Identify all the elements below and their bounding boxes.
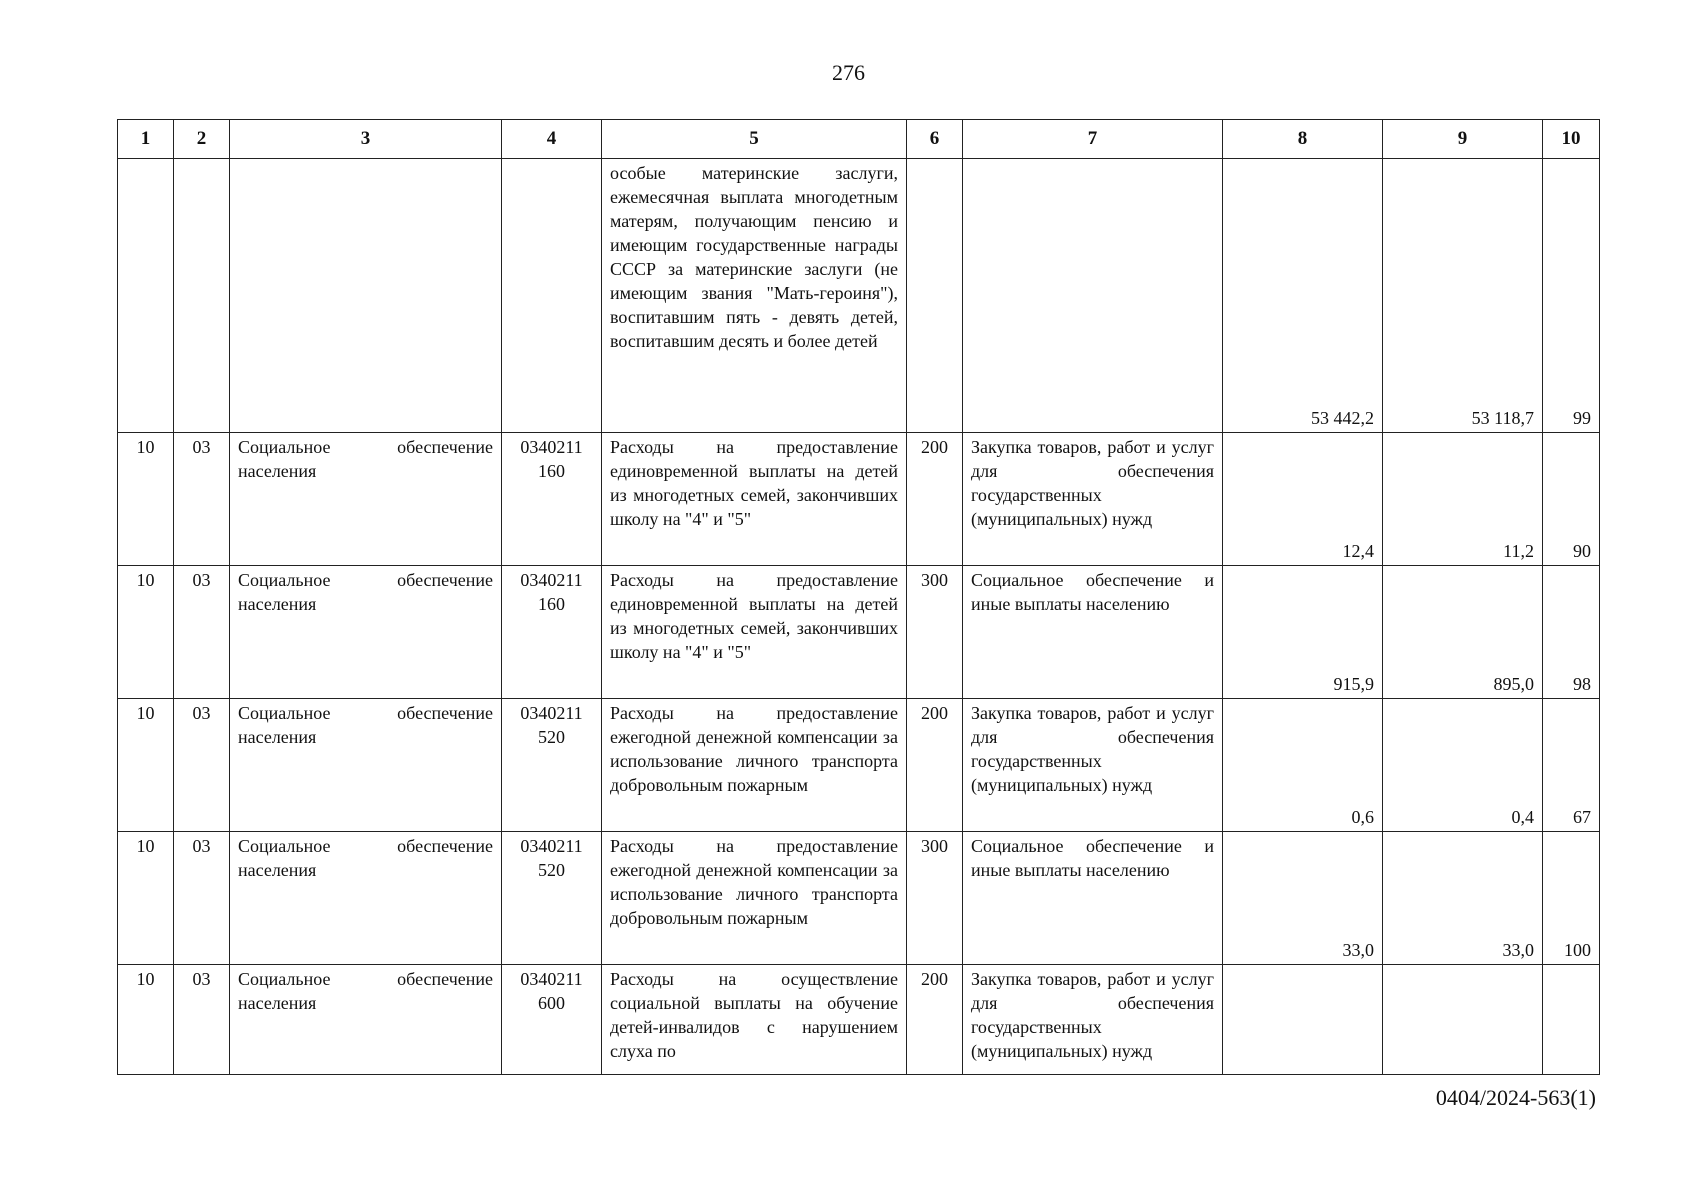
col-header-5: 5 <box>602 120 907 159</box>
cell-expense-type-name <box>963 159 1223 433</box>
cell-percent: 100 <box>1543 832 1600 965</box>
cell-actual-amount: 53 118,7 <box>1383 159 1543 433</box>
cell-planned-amount: 33,0 <box>1223 832 1383 965</box>
col-header-7: 7 <box>963 120 1223 159</box>
cell-target-code: 0340211 520 <box>502 699 602 832</box>
cell-expense-type-name: Закупка товаров, работ и услуг для обеспечения государственных (муниципальных) нужд <box>963 433 1223 566</box>
cell-expense-type-name: Закупка товаров, работ и услуг для обеспечения государственных (муниципальных) нужд <box>963 699 1223 832</box>
cell-expense-type-code: 200 <box>907 433 963 566</box>
cell-actual-amount: 895,0 <box>1383 566 1543 699</box>
cell-section-name: Социальное обеспечение населения <box>230 832 502 965</box>
col-header-2: 2 <box>174 120 230 159</box>
cell-actual-amount: 33,0 <box>1383 832 1543 965</box>
cell-expense-type-name: Социальное обеспечение и иные выплаты населению <box>963 566 1223 699</box>
cell-expense-description: Расходы на предоставление единовременной выплаты на детей из многодетных семей, закончивших школу на "4" и "5" <box>602 566 907 699</box>
cell-expense-type-code: 200 <box>907 699 963 832</box>
cell-section-name: Социальное обеспечение населения <box>230 699 502 832</box>
cell-planned-amount <box>1223 965 1383 1075</box>
cell-actual-amount: 0,4 <box>1383 699 1543 832</box>
cell-section <box>118 159 174 433</box>
table-row <box>118 699 1600 832</box>
cell-section-name: Социальное обеспечение населения <box>230 566 502 699</box>
col-header-6: 6 <box>907 120 963 159</box>
cell-expense-type-code: 200 <box>907 965 963 1075</box>
cell-target-code: 0340211 160 <box>502 433 602 566</box>
cell-section: 10 <box>118 433 174 566</box>
cell-target-code <box>502 159 602 433</box>
col-header-9: 9 <box>1383 120 1543 159</box>
cell-subsection: 03 <box>174 699 230 832</box>
cell-subsection: 03 <box>174 433 230 566</box>
table-row <box>118 566 1600 699</box>
cell-section-name <box>230 159 502 433</box>
document-code: 0404/2024-563(1) <box>1435 1085 1596 1110</box>
col-header-4: 4 <box>502 120 602 159</box>
cell-section: 10 <box>118 566 174 699</box>
table-row <box>118 159 1600 433</box>
cell-subsection <box>174 159 230 433</box>
cell-subsection: 03 <box>174 965 230 1075</box>
budget-table <box>117 119 1600 1075</box>
col-header-10: 10 <box>1543 120 1600 159</box>
cell-expense-description: Расходы на осуществление социальной выплаты на обучение детей-инвалидов с нарушением слуха по <box>602 965 907 1075</box>
cell-expense-description: Расходы на предоставление единовременной выплаты на детей из многодетных семей, закончивших школу на "4" и "5" <box>602 433 907 566</box>
cell-expense-type-code: 300 <box>907 832 963 965</box>
cell-section: 10 <box>118 832 174 965</box>
col-header-3: 3 <box>230 120 502 159</box>
cell-section: 10 <box>118 965 174 1075</box>
cell-section-name: Социальное обеспечение населения <box>230 433 502 566</box>
col-header-1: 1 <box>118 120 174 159</box>
cell-target-code: 0340211 520 <box>502 832 602 965</box>
cell-planned-amount: 0,6 <box>1223 699 1383 832</box>
col-header-8: 8 <box>1223 120 1383 159</box>
cell-actual-amount: 11,2 <box>1383 433 1543 566</box>
cell-subsection: 03 <box>174 566 230 699</box>
cell-percent: 98 <box>1543 566 1600 699</box>
cell-expense-description: Расходы на предоставление ежегодной денежной компенсации за использование личного транспорта добровольным пожарным <box>602 832 907 965</box>
cell-expense-description: особые материнские заслуги, ежемесячная выплата многодетным матерям, получающим пенсию и имеющим государственные награды СССР за материнские заслуги (не имеющим звания "Мать-героиня"), воспитавшим пять - девять детей, воспитавшим десять и более детей <box>602 159 907 433</box>
cell-subsection: 03 <box>174 832 230 965</box>
cell-percent: 90 <box>1543 433 1600 566</box>
cell-expense-type-code <box>907 159 963 433</box>
cell-planned-amount: 915,9 <box>1223 566 1383 699</box>
cell-expense-type-name: Закупка товаров, работ и услуг для обеспечения государственных (муниципальных) нужд <box>963 965 1223 1075</box>
cell-planned-amount: 12,4 <box>1223 433 1383 566</box>
table-row <box>118 965 1600 1075</box>
cell-target-code: 0340211 160 <box>502 566 602 699</box>
header-row <box>118 120 1600 159</box>
cell-expense-type-name: Социальное обеспечение и иные выплаты населению <box>963 832 1223 965</box>
cell-percent: 67 <box>1543 699 1600 832</box>
cell-actual-amount <box>1383 965 1543 1075</box>
table-row <box>118 832 1600 965</box>
cell-planned-amount: 53 442,2 <box>1223 159 1383 433</box>
cell-expense-type-code: 300 <box>907 566 963 699</box>
cell-expense-description: Расходы на предоставление ежегодной денежной компенсации за использование личного транспорта добровольным пожарным <box>602 699 907 832</box>
cell-section: 10 <box>118 699 174 832</box>
cell-percent: 99 <box>1543 159 1600 433</box>
table-row <box>118 433 1600 566</box>
page-number: 276 <box>832 60 865 85</box>
cell-percent <box>1543 965 1600 1075</box>
cell-target-code: 0340211 600 <box>502 965 602 1075</box>
cell-section-name: Социальное обеспечение населения <box>230 965 502 1075</box>
